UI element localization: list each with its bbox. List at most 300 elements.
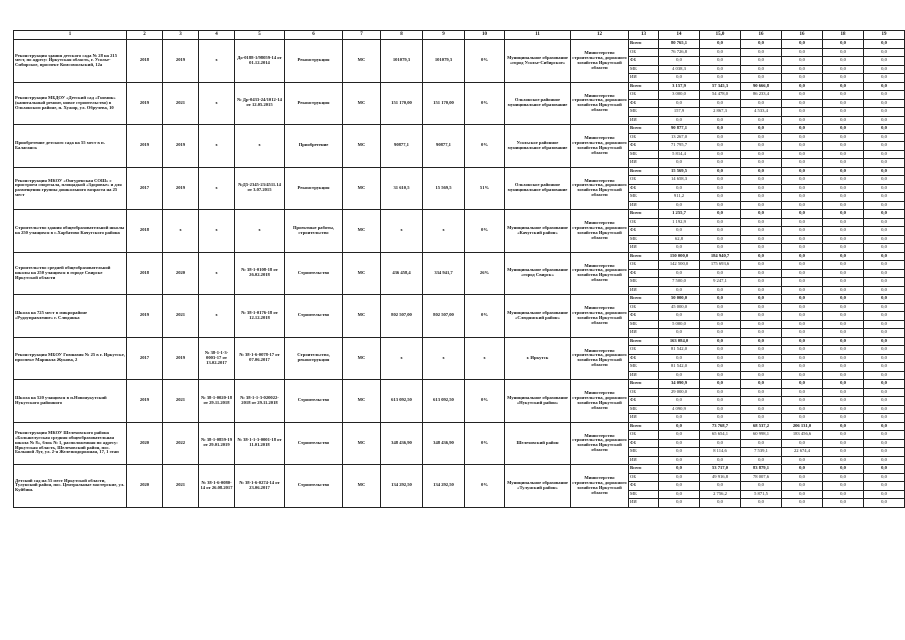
value-cell: 0,0 (659, 227, 700, 236)
funding-source-label: ИИ (629, 414, 659, 423)
project-own-cell: МС (343, 337, 381, 380)
value-cell: 81 542,0 (659, 346, 700, 355)
value-cell: 0,0 (864, 405, 905, 414)
value-cell: 0,0 (741, 363, 782, 372)
value-cell: 0,0 (782, 473, 823, 482)
value-cell: 0,0 (700, 269, 741, 278)
project-end-cell: 2021 (163, 295, 199, 338)
value-cell: 4 090,9 (659, 405, 700, 414)
project-mun-cell: Муниципальное образование «Качугский район» (505, 210, 571, 253)
value-cell: 76 726,8 (659, 48, 700, 57)
project-type-cell: Строительство (285, 465, 343, 508)
project-min-cell: Министерство строительства, дорожного хозяйства Иркутской области (571, 252, 629, 295)
value-cell: 0,0 (741, 261, 782, 270)
funding-source-label: ИИ (629, 159, 659, 168)
value-cell: 0,0 (823, 252, 864, 261)
value-cell: 0,0 (782, 201, 823, 210)
value-cell: 0,0 (659, 116, 700, 125)
value-cell: 0,0 (823, 286, 864, 295)
project-doc-cell: х (235, 125, 285, 168)
project-own-cell: МС (343, 295, 381, 338)
value-cell: 34 090,9 (659, 380, 700, 389)
value-cell: 0,0 (741, 176, 782, 185)
budget-table (13, 30, 905, 508)
funding-source-label: ОБ (629, 91, 659, 100)
value-cell: 0,0 (741, 210, 782, 219)
value-cell: 0,0 (659, 465, 700, 474)
value-cell: 81 542,0 (659, 363, 700, 372)
value-cell: 0,0 (741, 312, 782, 321)
value-cell: 86 233,4 (741, 91, 782, 100)
project-c8-cell: х (381, 210, 423, 253)
value-cell: 0,0 (782, 465, 823, 474)
value-cell: 0,0 (741, 125, 782, 134)
funding-source-label: Всего (629, 125, 659, 134)
project-c8-cell: 90877,1 (381, 125, 423, 168)
project-own-cell: МС (343, 252, 381, 295)
project-name-cell: Реконструкция МКОУ Шелеховского района «Большелугская средняя общеобразовательная школа № 8», блок № 1, расположенная по адресу: Иркутская область, Шелеховский район, пос. Большой Луг, ул. 2-я Железнодорожная, 17, 1 этап (14, 422, 127, 465)
value-cell: 0,0 (782, 142, 823, 151)
value-cell: 0,0 (782, 295, 823, 304)
table-row (14, 40, 905, 49)
value-cell: 0,0 (700, 499, 741, 508)
value-cell: 0,0 (659, 74, 700, 83)
value-cell: 0,0 (864, 133, 905, 142)
value-cell: 0,0 (700, 218, 741, 227)
value-cell: 0,0 (782, 371, 823, 380)
value-cell: 0,0 (864, 329, 905, 338)
value-cell: 53 717,0 (700, 465, 741, 474)
value-cell: 0,0 (823, 363, 864, 372)
value-cell: 49 916,8 (700, 473, 741, 482)
project-c9-cell: 334 941,7 (423, 252, 465, 295)
project-type-cell: Приобретение (285, 125, 343, 168)
project-c8-cell: 613 092,50 (381, 380, 423, 423)
funding-source-label: ОБ (629, 303, 659, 312)
funding-source-label: Всего (629, 422, 659, 431)
funding-source-label: МБ (629, 108, 659, 117)
value-cell: 0,0 (659, 99, 700, 108)
value-cell: 0,0 (659, 397, 700, 406)
value-cell: 0,0 (700, 482, 741, 491)
project-name-cell: Строительство средней общеобразовательной школы на 250 учащихся в городе Свирске Иркутской области (14, 252, 127, 295)
value-cell: 0,0 (823, 150, 864, 159)
value-cell: 0,0 (823, 405, 864, 414)
value-cell: 0,0 (823, 65, 864, 74)
value-cell: 0,0 (700, 167, 741, 176)
value-cell: 0,0 (741, 74, 782, 83)
funding-source-label: ИИ (629, 456, 659, 465)
value-cell: 0,0 (864, 295, 905, 304)
value-cell: 62,8 (659, 235, 700, 244)
value-cell: 0,0 (741, 227, 782, 236)
funding-source-label: МБ (629, 278, 659, 287)
value-cell: 0,0 (782, 108, 823, 117)
project-c4-cell: х (199, 167, 235, 210)
project-c8-cell: 802 507,00 (381, 295, 423, 338)
value-cell: 0,0 (823, 74, 864, 83)
value-cell: 0,0 (741, 346, 782, 355)
value-cell: 0,0 (864, 65, 905, 74)
value-cell: 0,0 (741, 40, 782, 49)
value-cell: 0,0 (700, 48, 741, 57)
value-cell: 54 478,0 (700, 91, 741, 100)
value-cell: 0,0 (700, 116, 741, 125)
value-cell: 83 879,1 (741, 465, 782, 474)
project-type-cell: Реконструкция (285, 40, 343, 83)
value-cell: 0,0 (741, 252, 782, 261)
value-cell: 0,0 (741, 57, 782, 66)
value-cell: 0,0 (741, 269, 782, 278)
value-cell: 4 038,3 (659, 65, 700, 74)
value-cell: 0,0 (864, 346, 905, 355)
project-end-cell: 2020 (163, 252, 199, 295)
project-name-cell: Приобретение детского сада на 55 мест в п. Балаганск (14, 125, 127, 168)
value-cell: 0,0 (741, 329, 782, 338)
project-start-cell: 2020 (127, 422, 163, 465)
value-cell: 0,0 (864, 320, 905, 329)
project-type-cell: Строительство, реконструкция (285, 337, 343, 380)
value-cell: 0,0 (700, 414, 741, 423)
value-cell: 0,0 (700, 397, 741, 406)
column-number: 5 (235, 31, 285, 40)
value-cell: 0,0 (864, 74, 905, 83)
value-cell: 0,0 (659, 448, 700, 457)
funding-source-label: МБ (629, 235, 659, 244)
value-cell: 0,0 (659, 159, 700, 168)
funding-source-label: ФБ (629, 439, 659, 448)
funding-source-label: МБ (629, 363, 659, 372)
project-c9-cell: 101079,3 (423, 40, 465, 83)
column-number: 2 (127, 31, 163, 40)
project-name-cell: Школа на 520 учащихся в п.Новонукутский Нукутского районного (14, 380, 127, 423)
project-pct-cell: х (465, 337, 505, 380)
value-cell: 0,0 (823, 499, 864, 508)
value-cell: 0,0 (782, 40, 823, 49)
value-cell: 0,0 (864, 482, 905, 491)
value-cell: 0,0 (659, 499, 700, 508)
value-cell: 0,0 (782, 99, 823, 108)
project-c4-cell: № 38-1-6-0080-14 от 26.08.2017 (199, 465, 235, 508)
funding-source-label: Всего (629, 82, 659, 91)
value-cell: 0,0 (700, 303, 741, 312)
value-cell: 0,0 (864, 82, 905, 91)
funding-source-label: Всего (629, 380, 659, 389)
funding-source-label: ИИ (629, 329, 659, 338)
project-name-cell: Школа на 725 мест в микрорайоне «Рудоуправление» г. Слюдянка (14, 295, 127, 338)
project-mun-cell: Ольхонское районное муниципальное образование (505, 82, 571, 125)
table-row (14, 125, 905, 134)
project-pct-cell: 0% (465, 125, 505, 168)
value-cell: 0,0 (741, 193, 782, 202)
value-cell: 911,2 (659, 193, 700, 202)
project-start-cell: 2018 (127, 40, 163, 83)
funding-source-label: ИИ (629, 74, 659, 83)
value-cell: 0,0 (700, 176, 741, 185)
project-mun-cell: Муниципальное образование «Тулунский район» (505, 465, 571, 508)
funding-source-label: МБ (629, 448, 659, 457)
value-cell: 0,0 (782, 380, 823, 389)
funding-source-label: ИИ (629, 244, 659, 253)
funding-source-label: ОБ (629, 48, 659, 57)
value-cell: 0,0 (823, 312, 864, 321)
value-cell: 0,0 (864, 380, 905, 389)
value-cell: 184 940,7 (700, 252, 741, 261)
value-cell: 0,0 (823, 210, 864, 219)
table-row (14, 422, 905, 431)
column-number: 18 (823, 31, 864, 40)
value-cell: 0,0 (864, 414, 905, 423)
funding-source-label: ФБ (629, 99, 659, 108)
project-c4-cell: х (199, 252, 235, 295)
value-cell: 0,0 (741, 201, 782, 210)
project-type-cell: Строительство (285, 422, 343, 465)
value-cell: 0,0 (823, 397, 864, 406)
value-cell: 13 267,0 (659, 133, 700, 142)
funding-source-label: ФБ (629, 312, 659, 321)
value-cell: 0,0 (823, 167, 864, 176)
funding-source-label: ОБ (629, 431, 659, 440)
value-cell: 0,0 (741, 159, 782, 168)
funding-source-label: ОБ (629, 346, 659, 355)
funding-source-label: ИИ (629, 499, 659, 508)
project-start-cell: 2017 (127, 337, 163, 380)
value-cell: 0,0 (864, 227, 905, 236)
value-cell: 0,0 (782, 414, 823, 423)
value-cell: 0,0 (741, 244, 782, 253)
value-cell: 0,0 (864, 108, 905, 117)
value-cell: 0,0 (700, 125, 741, 134)
funding-source-label: МБ (629, 320, 659, 329)
table-row (14, 465, 905, 474)
value-cell: 0,0 (782, 74, 823, 83)
funding-source-label: ОБ (629, 473, 659, 482)
value-cell: 0,0 (659, 57, 700, 66)
value-cell: 0,0 (659, 244, 700, 253)
value-cell: 0,0 (864, 210, 905, 219)
project-end-cell: х (163, 210, 199, 253)
value-cell: 60 998,1 (741, 431, 782, 440)
value-cell: 0,0 (700, 201, 741, 210)
project-c4-cell: № 38-1-0859-19 от 29.01.2019 (199, 422, 235, 465)
value-cell: 0,0 (823, 269, 864, 278)
value-cell: 0,0 (700, 133, 741, 142)
value-cell: 0,0 (741, 354, 782, 363)
project-mun-cell: Ольхонское районное муниципальное образование (505, 167, 571, 210)
value-cell: 0,0 (659, 456, 700, 465)
value-cell: 0,0 (823, 244, 864, 253)
column-number: 16 (741, 31, 782, 40)
value-cell: 0,0 (864, 439, 905, 448)
value-cell: 0,0 (782, 397, 823, 406)
funding-source-label: Всего (629, 295, 659, 304)
project-c9-cell: 134 292,50 (423, 465, 465, 508)
value-cell: 5 871,5 (741, 490, 782, 499)
project-c4-cell: х (199, 40, 235, 83)
value-cell: 183 456,6 (782, 431, 823, 440)
value-cell: 0,0 (659, 439, 700, 448)
funding-source-label: Всего (629, 337, 659, 346)
value-cell: 0,0 (864, 388, 905, 397)
value-cell: 0,0 (700, 363, 741, 372)
value-cell: 0,0 (823, 380, 864, 389)
project-min-cell: Министерство строительства, дорожного хозяйства Иркутской области (571, 125, 629, 168)
value-cell: 0,0 (700, 159, 741, 168)
column-number: 13 (629, 31, 659, 40)
project-name-cell: Реконструкция МКОУ «Онгуренская СОШ» с пристроем спортзала, площадкой «Здоровье» и для размещения группы дошкольного возраста на 25 мест (14, 167, 127, 210)
value-cell: 0,0 (700, 210, 741, 219)
project-c8-cell: х (381, 337, 423, 380)
value-cell: 206 131,0 (782, 422, 823, 431)
project-min-cell: Министерство строительства, дорожного хозяйства Иркутской области (571, 210, 629, 253)
project-pct-cell: 0% (465, 82, 505, 125)
value-cell: 0,0 (823, 465, 864, 474)
value-cell: 0,0 (864, 184, 905, 193)
funding-source-label: ОБ (629, 133, 659, 142)
project-c4-cell: х (199, 82, 235, 125)
value-cell: 0,0 (823, 422, 864, 431)
funding-source-label: ФБ (629, 142, 659, 151)
value-cell: 0,0 (782, 278, 823, 287)
project-end-cell: 2019 (163, 125, 199, 168)
value-cell: 0,0 (700, 312, 741, 321)
project-name-cell: Строительство здания общеобразовательной школы на 250 учащихся в с.Харбатово Качугского района (14, 210, 127, 253)
column-number: 11 (505, 31, 571, 40)
value-cell: 90 666,8 (741, 82, 782, 91)
column-number: 7 (343, 31, 381, 40)
column-number: 14 (659, 31, 700, 40)
value-cell: 14 658,3 (659, 176, 700, 185)
value-cell: 0,0 (700, 295, 741, 304)
value-cell: 0,0 (864, 456, 905, 465)
project-own-cell: МС (343, 380, 381, 423)
value-cell: 0,0 (741, 388, 782, 397)
value-cell: 0,0 (782, 150, 823, 159)
value-cell: 0,0 (782, 193, 823, 202)
value-cell: 0,0 (864, 193, 905, 202)
value-cell: 0,0 (823, 320, 864, 329)
project-start-cell: 2017 (127, 167, 163, 210)
value-cell: 0,0 (782, 82, 823, 91)
value-cell: 0,0 (823, 346, 864, 355)
value-cell: 0,0 (659, 329, 700, 338)
value-cell: 0,0 (864, 125, 905, 134)
column-number: 12 (571, 31, 629, 40)
value-cell: 0,0 (782, 235, 823, 244)
project-mun-cell: Усольское районное муниципальное образование (505, 125, 571, 168)
project-min-cell: Министерство строительства, дорожного хозяйства Иркутской области (571, 40, 629, 83)
value-cell: 0,0 (823, 57, 864, 66)
funding-source-label: ФБ (629, 184, 659, 193)
value-cell: 0,0 (659, 414, 700, 423)
value-cell: 0,0 (700, 320, 741, 329)
value-cell: 0,0 (864, 99, 905, 108)
value-cell: 0,0 (659, 473, 700, 482)
value-cell: 73 768,7 (700, 422, 741, 431)
column-number: 3 (163, 31, 199, 40)
project-pct-cell: 0% (465, 380, 505, 423)
funding-source-label: ФБ (629, 482, 659, 491)
value-cell: 0,0 (741, 142, 782, 151)
value-cell: 29 000,0 (659, 388, 700, 397)
table-row (14, 380, 905, 389)
project-start-cell: 2019 (127, 380, 163, 423)
project-mun-cell: Муниципальное образование «город Свирск» (505, 252, 571, 295)
value-cell: 0,0 (700, 184, 741, 193)
project-c4-cell: х (199, 295, 235, 338)
project-c9-cell: х (423, 337, 465, 380)
value-cell: 0,0 (741, 482, 782, 491)
value-cell: 0,0 (864, 303, 905, 312)
project-pct-cell: 0% (465, 422, 505, 465)
funding-source-label: Всего (629, 465, 659, 474)
project-doc-cell: № 38-1-6-0274-14 от 23.06.2017 (235, 465, 285, 508)
value-cell: 0,0 (864, 473, 905, 482)
value-cell: 0,0 (659, 371, 700, 380)
project-name-cell: Детский сад на 55 мест Иркутской области, Тулунский район, пос. Центральные мастерские, ул. Куйбиш. (14, 465, 127, 508)
project-min-cell: Министерство строительства, дорожного хозяйства Иркутской области (571, 380, 629, 423)
funding-source-label: ИИ (629, 201, 659, 210)
value-cell: 0,0 (700, 329, 741, 338)
value-cell: 0,0 (823, 261, 864, 270)
value-cell: 0,0 (700, 337, 741, 346)
value-cell: 0,0 (782, 167, 823, 176)
value-cell: 0,0 (823, 329, 864, 338)
value-cell: 0,0 (700, 405, 741, 414)
project-min-cell: Министерство строительства, дорожного хозяйства Иркутской области (571, 337, 629, 380)
value-cell: 0,0 (782, 65, 823, 74)
project-own-cell: МС (343, 167, 381, 210)
project-pct-cell: 51% (465, 167, 505, 210)
value-cell: 0,0 (741, 320, 782, 329)
value-cell: 0,0 (823, 439, 864, 448)
project-own-cell: МС (343, 210, 381, 253)
value-cell: 0,0 (741, 218, 782, 227)
column-number: 15,0 (700, 31, 741, 40)
project-start-cell: 2018 (127, 210, 163, 253)
value-cell: 0,0 (700, 346, 741, 355)
value-cell: 0,0 (823, 354, 864, 363)
value-cell: 9 247,1 (700, 278, 741, 287)
value-cell: 0,0 (864, 371, 905, 380)
project-mun-cell: г. Иркутск (505, 337, 571, 380)
project-end-cell: 2019 (163, 337, 199, 380)
project-doc-cell: № 38-1-6-0078-17 от 07.06.2017 (235, 337, 285, 380)
value-cell: 0,0 (782, 125, 823, 134)
project-pct-cell: 0% (465, 210, 505, 253)
value-cell: 71 795,7 (659, 142, 700, 151)
value-cell: 0,0 (659, 354, 700, 363)
value-cell: 0,0 (782, 48, 823, 57)
value-cell: 0,0 (823, 184, 864, 193)
project-c8-cell: 101079,3 (381, 40, 423, 83)
value-cell: 90 877,1 (659, 125, 700, 134)
value-cell: 0,0 (823, 456, 864, 465)
value-cell: 3 000,0 (659, 91, 700, 100)
value-cell: 0,0 (741, 116, 782, 125)
value-cell: 0,0 (823, 303, 864, 312)
value-cell: 0,0 (823, 295, 864, 304)
project-end-cell: 2019 (163, 167, 199, 210)
column-number-row (14, 31, 905, 40)
funding-source-label: Всего (629, 167, 659, 176)
value-cell: 0,0 (864, 244, 905, 253)
value-cell: 0,0 (823, 142, 864, 151)
value-cell: 0,0 (823, 91, 864, 100)
project-type-cell: Строительство (285, 295, 343, 338)
value-cell: 0,0 (823, 235, 864, 244)
value-cell: 22 674,4 (782, 448, 823, 457)
